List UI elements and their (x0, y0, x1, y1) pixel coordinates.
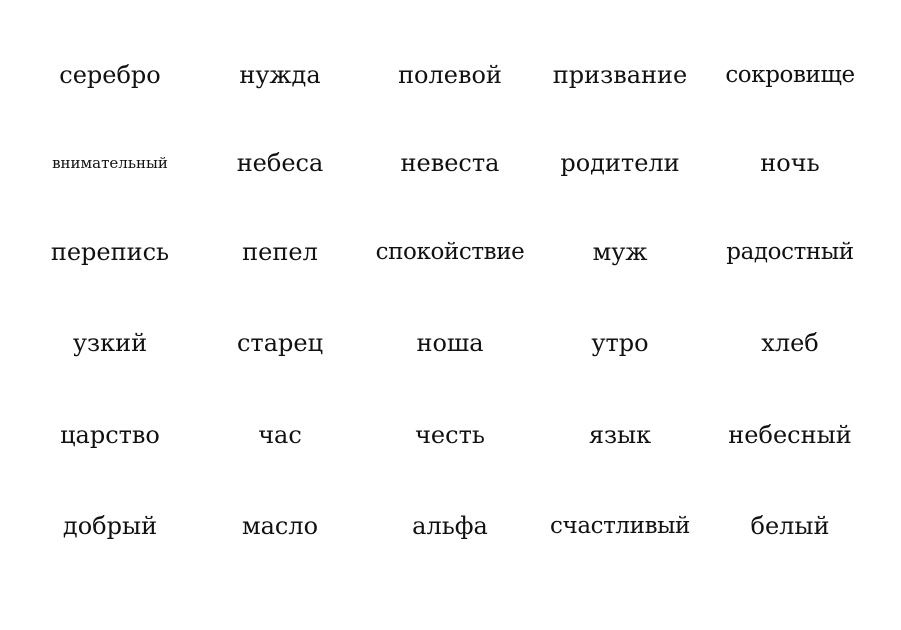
word-cell: внимательный (52, 154, 168, 172)
word-cell: радостный (726, 239, 854, 265)
word-cell: нужда (239, 61, 321, 89)
word-cell: утро (591, 329, 649, 357)
word-cell: хлеб (761, 329, 819, 357)
word-cell: ночь (760, 149, 820, 177)
word-cell: сокровище (725, 62, 855, 88)
word-cell: старец (236, 329, 324, 357)
word-cell: пепел (242, 238, 318, 266)
word-cell: счастливый (550, 513, 690, 539)
word-cell: призвание (552, 61, 688, 89)
word-cell: белый (750, 512, 830, 540)
word-cell: серебро (59, 61, 161, 89)
word-cell: час (258, 421, 302, 449)
word-cell: язык (588, 421, 652, 449)
word-cell: честь (415, 421, 485, 449)
word-cell: альфа (412, 512, 488, 540)
word-cell: перепись (50, 238, 170, 266)
word-cell: невеста (400, 149, 500, 177)
word-cell: масло (241, 512, 319, 540)
word-cell: муж (592, 238, 648, 266)
word-cell: родители (560, 149, 680, 177)
word-cell: ноша (416, 329, 484, 357)
word-cell: полевой (398, 61, 502, 89)
word-cell: небеса (236, 149, 324, 177)
word-cell: царство (60, 421, 160, 449)
word-cell: спокойствие (375, 239, 525, 265)
word-cell: узкий (72, 329, 148, 357)
word-cell: небесный (728, 421, 852, 449)
word-cell: добрый (62, 512, 158, 540)
